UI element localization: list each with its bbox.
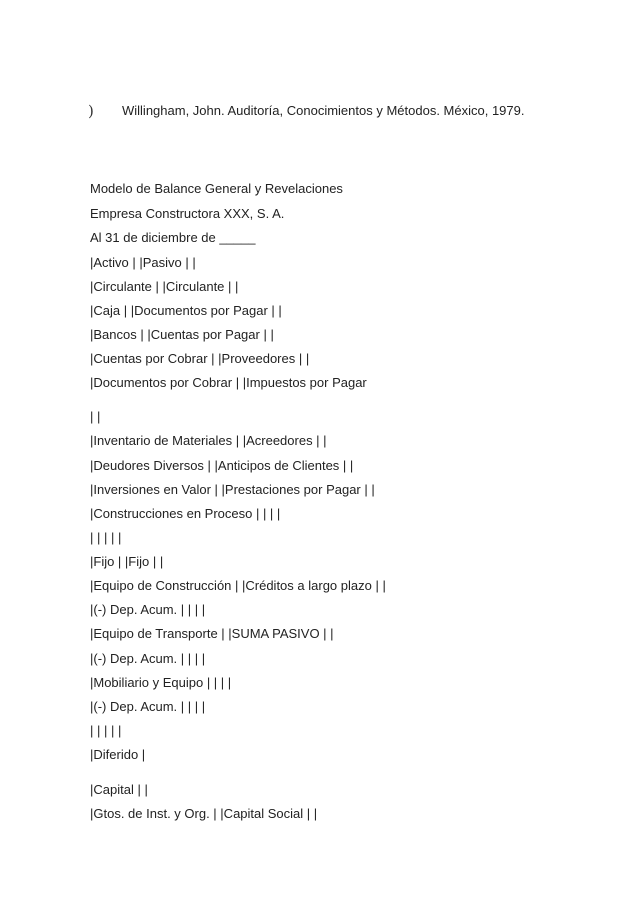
table-line: |Inventario de Materiales | |Acreedores | | bbox=[90, 433, 327, 448]
table-line: | | bbox=[90, 409, 101, 424]
table-line: |(-) Dep. Acum. | | | | bbox=[90, 651, 206, 666]
date-line: Al 31 de diciembre de _____ bbox=[90, 230, 256, 245]
table-line: |Documentos por Cobrar | |Impuestos por Pagar bbox=[90, 375, 367, 390]
company-name: Empresa Constructora XXX, S. A. bbox=[90, 206, 285, 221]
table-line: |(-) Dep. Acum. | | | | bbox=[90, 602, 206, 617]
footnote-text: Willingham, John. Auditoría, Conocimientos y Métodos. México, 1979. bbox=[122, 103, 525, 118]
table-line: | | | | | bbox=[90, 723, 122, 738]
footnote-marker: ) bbox=[88, 102, 94, 120]
table-line: |Fijo | |Fijo | | bbox=[90, 554, 164, 569]
table-line: |Caja | |Documentos por Pagar | | bbox=[90, 303, 282, 318]
table-line: |Deudores Diversos | |Anticipos de Clientes | | bbox=[90, 458, 354, 473]
table-line: |Bancos | |Cuentas por Pagar | | bbox=[90, 327, 274, 342]
table-line: |(-) Dep. Acum. | | | | bbox=[90, 699, 206, 714]
table-line: | | | | | bbox=[90, 530, 122, 545]
table-line: |Inversiones en Valor | |Prestaciones por Pagar | | bbox=[90, 482, 375, 497]
table-line: |Gtos. de Inst. y Org. | |Capital Social | | bbox=[90, 806, 318, 821]
table-line: |Circulante | |Circulante | | bbox=[90, 279, 239, 294]
table-line: |Construcciones en Proceso | | | | bbox=[90, 506, 281, 521]
document-title: Modelo de Balance General y Revelaciones bbox=[90, 181, 343, 196]
table-line: |Mobiliario y Equipo | | | | bbox=[90, 675, 232, 690]
table-line: |Capital | | bbox=[90, 782, 148, 797]
table-line: |Activo | |Pasivo | | bbox=[90, 255, 196, 270]
table-line: |Diferido | bbox=[90, 747, 146, 762]
table-line: |Cuentas por Cobrar | |Proveedores | | bbox=[90, 351, 310, 366]
footnote bbox=[88, 99, 608, 123]
table-line: |Equipo de Construcción | |Créditos a largo plazo | | bbox=[90, 578, 386, 593]
table-line: |Equipo de Transporte | |SUMA PASIVO | | bbox=[90, 626, 334, 641]
